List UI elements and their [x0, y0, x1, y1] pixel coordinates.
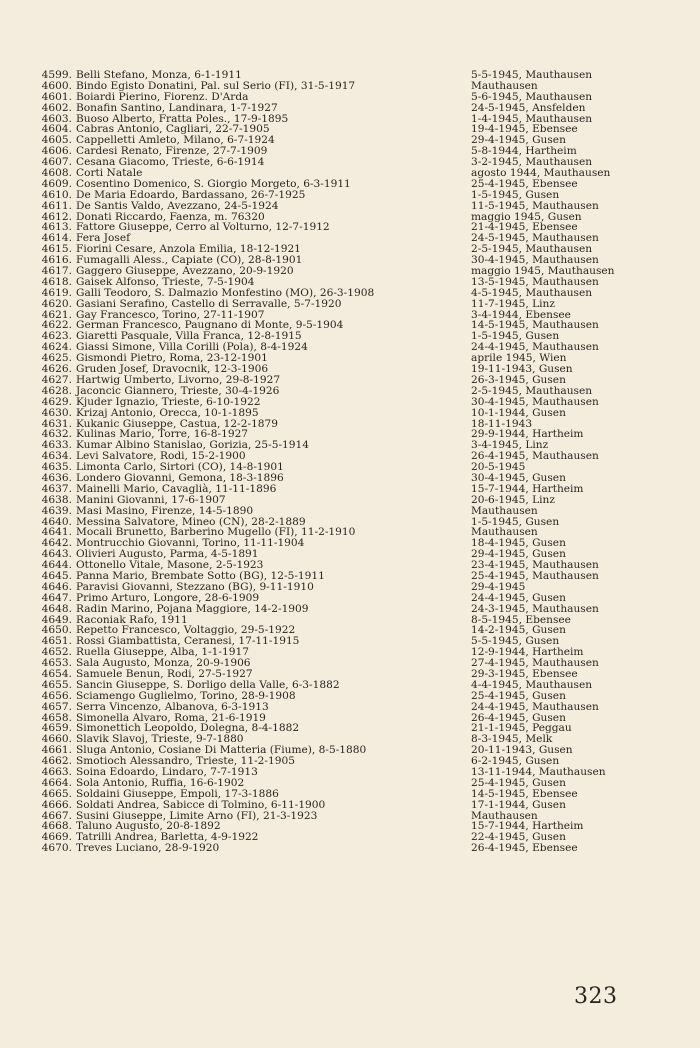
entry-number: 4609. — [41, 177, 72, 190]
entry-number: 4633. — [41, 439, 72, 452]
death-date-place: 1-5-1945, Gusen — [471, 188, 560, 201]
entry-details: Galli Teodoro, S. Dalmazio Monfestino (MO), 26-3-1908 — [76, 286, 375, 299]
entry-details: Cabras Antonio, Cagliari, 22-7-1905 — [76, 123, 270, 136]
death-date-place: 21-1-1945, Peggau — [471, 722, 572, 735]
entry-details: Soldaini Giuseppe, Empoli, 17-3-1886 — [76, 787, 279, 800]
death-date-place: 11-5-1945, Mauthausen — [471, 199, 599, 212]
entry-number: 4606. — [41, 145, 72, 158]
death-date-place: 30-4-1945, Mauthausen — [471, 254, 599, 267]
death-date-place: 22-4-1945, Gusen — [471, 831, 566, 844]
death-date-place: 8-5-1945, Ebensee — [471, 613, 571, 626]
death-date-place: 25-4-1945, Mauthausen — [471, 569, 599, 582]
entry-number: 4665. — [41, 787, 72, 800]
entry-details: Belli Stefano, Monza, 6-1-1911 — [76, 69, 242, 81]
entry-details: Gaisek Alfonso, Trieste, 7-5-1904 — [76, 275, 255, 288]
death-date-place: 3-4-1944, Ebensee — [471, 308, 571, 321]
death-date-place: Mauthausen — [471, 79, 538, 92]
entry-number: 4649. — [41, 613, 72, 626]
entry-details: Kumar Albino Stanislao, Gorizia, 25-5-1914 — [76, 439, 310, 452]
entry-number: 4639. — [41, 504, 72, 517]
death-date-place: 15-7-1944, Hartheim — [471, 820, 584, 833]
entry-number: 4661. — [41, 744, 72, 757]
entry-number: 4600. — [41, 79, 72, 92]
entry-number: 4662. — [41, 755, 72, 768]
entry-number: 4637. — [41, 482, 72, 495]
entry-number: 4607. — [41, 156, 72, 169]
entry-number: 4604. — [41, 123, 72, 136]
entry-details: Repetto Francesco, Voltaggio, 29-5-1922 — [76, 624, 296, 637]
entry-details: Sancin Giuseppe, S. Dorligo della Valle, 6-3-1882 — [76, 678, 340, 691]
entry-number: 4640. — [41, 515, 72, 528]
entry-number: 4612. — [41, 210, 72, 223]
entry-details: Giassi Simone, Villa Corilli (Pola), 8-4-1924 — [76, 341, 308, 354]
death-date-place: 2-5-1945, Mauthausen — [471, 384, 593, 397]
entry-details: Boiardi Pierino, Fiorenz. D'Arda — [76, 90, 249, 103]
entry-details: Fiorini Cesare, Anzola Emilia, 18-12-1921 — [76, 243, 301, 256]
entry-number: 4643. — [41, 548, 72, 561]
death-date-place: 3-2-1945, Mauthausen — [471, 156, 593, 169]
entry-number: 4602. — [41, 101, 72, 114]
entry-details: Fumagalli Aless., Capiate (CO), 28-8-1901 — [76, 254, 303, 267]
entry-details: Jaconcic Giannero, Trieste, 30-4-1926 — [76, 384, 280, 397]
death-date-place: 30-4-1945, Gusen — [471, 471, 566, 484]
death-date-place: 19-4-1945, Ebensee — [471, 123, 578, 136]
entry-details: Soldati Andrea, Sabicce di Tolmino, 6-11-1900 — [76, 798, 326, 811]
entry-details: Hartwig Umberto, Livorno, 29-8-1927 — [76, 373, 281, 386]
death-date-place: 25-4-1945, Gusen — [471, 689, 566, 702]
death-date-place: 5-6-1945, Mauthausen — [471, 90, 593, 103]
death-date-place: 29-4-1945 — [471, 580, 526, 593]
entry-details: Cardesi Renato, Firenze, 27-7-1909 — [76, 145, 268, 158]
entry-number: 4611. — [41, 199, 72, 212]
entry-number: 4627. — [41, 373, 72, 386]
entry-number: 4631. — [41, 417, 72, 430]
entry-number: 4667. — [41, 809, 72, 822]
entry-details: Paravisi Giovanni, Stezzano (BG), 9-11-1910 — [76, 580, 314, 593]
entry-details: Sciamengo Guglielmo, Torino, 28-9-1908 — [76, 689, 296, 702]
entry-details: Primo Arturo, Longore, 28-6-1909 — [76, 591, 260, 604]
death-date-place: 17-1-1944, Gusen — [471, 798, 566, 811]
list-entry — [0, 397, 700, 408]
entry-number: 4603. — [41, 112, 72, 125]
death-date-place: Mauthausen — [471, 504, 538, 517]
death-date-place: 13-11-1944, Mauthausen — [471, 766, 606, 778]
entry-number: 4629. — [41, 395, 72, 408]
death-date-place: 15-7-1944, Hartheim — [471, 482, 584, 495]
death-date-place: 14-5-1945, Ebensee — [471, 787, 578, 800]
death-date-place: 5-8-1944, Hartheim — [471, 145, 577, 158]
death-date-place: 14-5-1945, Mauthausen — [471, 319, 599, 332]
entry-number: 4630. — [41, 406, 72, 419]
entry-number: 4647. — [41, 591, 72, 604]
entry-details: Gay Francesco, Torino, 27-11-1907 — [76, 308, 265, 321]
entry-number: 4653. — [41, 657, 72, 670]
entry-number: 4646. — [41, 580, 72, 593]
entry-details: Corti Natale — [76, 167, 143, 180]
list-entry — [0, 604, 700, 615]
entry-details: Taluno Augusto, 20-8-1892 — [76, 820, 221, 833]
entry-details: Mainelli Mario, Cavaglià, 11-11-1896 — [76, 482, 277, 495]
list-entry — [0, 702, 700, 713]
entry-details: Smotioch Alessandro, Trieste, 11-2-1905 — [76, 755, 295, 768]
death-date-place: 24-5-1945, Mauthausen — [471, 232, 599, 245]
death-date-place: Mauthausen — [471, 526, 538, 539]
entry-number: 4634. — [41, 450, 72, 463]
entry-number: 4654. — [41, 667, 72, 680]
death-date-place: 19-11-1943, Gusen — [471, 363, 573, 376]
entry-details: Slavik Slavoj, Trieste, 9-7-1880 — [76, 733, 244, 746]
entry-details: Treves Luciano, 28-9-1920 — [76, 842, 220, 855]
entry-number: 4608. — [41, 167, 72, 180]
entry-details: Levi Salvatore, Rodi, 15-2-1900 — [76, 450, 246, 463]
death-date-place: 20-6-1945, Linz — [471, 493, 555, 506]
death-date-place: 10-1-1944, Gusen — [471, 406, 566, 419]
death-date-place: 30-4-1945, Mauthausen — [471, 395, 599, 408]
death-date-place: 21-4-1945, Ebensee — [471, 221, 578, 234]
entry-details: Raconiak Rafo, 1911 — [76, 613, 188, 626]
entry-details: Radin Marino, Pojana Maggiore, 14-2-1909 — [76, 602, 309, 615]
death-date-place: 12-9-1944, Hartheim — [471, 646, 584, 659]
death-date-place: agosto 1944, Mauthausen — [471, 167, 611, 180]
entry-number: 4663. — [41, 766, 72, 778]
death-date-place: 23-4-1945, Mauthausen — [471, 559, 599, 572]
death-date-place: 27-4-1945, Mauthausen — [471, 657, 599, 670]
entry-number: 4651. — [41, 635, 72, 648]
entry-number: 4613. — [41, 221, 72, 234]
entry-details: Donati Riccardo, Faenza, m. 76320 — [76, 210, 265, 223]
entry-details: Fera Josef — [76, 232, 131, 245]
entry-details: Bonafin Santino, Landinara, 1-7-1927 — [76, 101, 278, 114]
death-date-place: 13-5-1945, Mauthausen — [471, 275, 599, 288]
death-date-place: 26-3-1945, Gusen — [471, 373, 566, 386]
entry-number: 4642. — [41, 537, 72, 550]
entry-details: Soina Edoardo, Lindaro, 7-7-1913 — [76, 766, 258, 778]
entry-number: 4615. — [41, 243, 72, 256]
entry-number: 4655. — [41, 678, 72, 691]
death-date-place: 4-4-1945, Mauthausen — [471, 678, 593, 691]
entry-number: 4638. — [41, 493, 72, 506]
entry-number: 4636. — [41, 471, 72, 484]
entry-number: 4666. — [41, 798, 72, 811]
entry-details: De Maria Edoardo, Bardassano, 26-7-1925 — [76, 188, 306, 201]
entry-details: Giaretti Pasquale, Villa Franca, 12-8-1915 — [76, 330, 302, 343]
death-date-place: 29-4-1945, Gusen — [471, 134, 566, 147]
entry-number: 4628. — [41, 384, 72, 397]
entry-number: 4660. — [41, 733, 72, 746]
entry-details: Gismondi Pietro, Roma, 23-12-1901 — [76, 352, 268, 365]
death-date-place: 29-3-1945, Ebensee — [471, 667, 578, 680]
entry-details: Ottonello Vitale, Masone, 2-5-1923 — [76, 559, 264, 572]
entry-details: Fattore Giuseppe, Cerro al Volturno, 12-7-1912 — [76, 221, 330, 234]
entry-details: Serra Vincenzo, Albanova, 6-3-1913 — [76, 700, 269, 713]
entry-details: Gruden Josef, Dravocnik, 12-3-1906 — [76, 363, 269, 376]
list-entry — [0, 800, 700, 811]
entry-number: 4648. — [41, 602, 72, 615]
death-date-place: 25-4-1945, Ebensee — [471, 177, 578, 190]
entry-details: Olivieri Augusto, Parma, 4-5-1891 — [76, 548, 259, 561]
entry-details: Limonta Carlo, Sirtori (CO), 14-8-1901 — [76, 461, 284, 474]
entry-details: Kukanic Giuseppe, Castua, 12-2-1879 — [76, 417, 279, 430]
death-date-place: 2-5-1945, Mauthausen — [471, 243, 593, 256]
death-date-place: 1-4-1945, Mauthausen — [471, 112, 593, 125]
death-date-place: 29-9-1944, Hartheim — [471, 428, 584, 441]
entry-details: Buoso Alberto, Fratta Poles., 17-9-1895 — [76, 112, 289, 125]
entry-details: Krizaj Antonio, Orecca, 10-1-1895 — [76, 406, 259, 419]
entry-number: 4645. — [41, 569, 72, 582]
list-entry — [0, 506, 700, 517]
entry-number: 4658. — [41, 711, 72, 724]
death-date-place: 11-7-1945, Linz — [471, 297, 555, 310]
entry-number: 4656. — [41, 689, 72, 702]
death-date-place: 18-4-1945, Gusen — [471, 537, 566, 550]
entry-number: 4610. — [41, 188, 72, 201]
deportee-list — [0, 70, 700, 854]
entry-number: 4670. — [41, 842, 72, 855]
entry-details: Montrucchio Giovanni, Torino, 11-11-1904 — [76, 537, 305, 550]
entry-number: 4605. — [41, 134, 72, 147]
entry-details: Bindo Egisto Donatini, Pal. sul Serio (FI), 31-5-1917 — [76, 79, 356, 92]
entry-details: Manini Giovanni, 17-6-1907 — [76, 493, 226, 506]
death-date-place: 26-4-1945, Ebensee — [471, 842, 578, 855]
entry-number: 4641. — [41, 526, 72, 539]
death-date-place: Mauthausen — [471, 809, 538, 822]
entry-number: 4669. — [41, 831, 72, 844]
entry-details: Simonettich Leopoldo, Dolegna, 8-4-1882 — [76, 722, 300, 735]
death-date-place: 18-11-1943 — [471, 417, 533, 430]
entry-number: 4644. — [41, 559, 72, 572]
entry-details: De Santis Valdo, Avezzano, 24-5-1924 — [76, 199, 279, 212]
entry-details: Samuele Benun, Rodi, 27-5-1927 — [76, 667, 253, 680]
entry-number: 4626. — [41, 363, 72, 376]
entry-details: Kjuder Ignazio, Trieste, 6-10-1922 — [76, 395, 261, 408]
entry-number: 4601. — [41, 90, 72, 103]
entry-number: 4623. — [41, 330, 72, 343]
death-date-place: aprile 1945, Wien — [471, 352, 567, 365]
list-entry — [0, 593, 700, 604]
entry-number: 4618. — [41, 275, 72, 288]
entry-number: 4621. — [41, 308, 72, 321]
entry-details: Mocali Brunetto, Barberino Mugello (FI), 11-2-1910 — [76, 526, 356, 539]
death-date-place: maggio 1945, Mauthausen — [471, 265, 615, 278]
entry-details: Cesana Giacomo, Trieste, 6-6-1914 — [76, 156, 265, 169]
entry-number: 4650. — [41, 624, 72, 637]
death-date-place: 24-4-1945, Gusen — [471, 591, 566, 604]
entry-details: Susini Giuseppe, Limite Arno (FI), 21-3-1923 — [76, 809, 318, 822]
entry-details: Tatrilli Andrea, Barletta, 4-9-1922 — [76, 831, 259, 844]
entry-details: Kulinas Mario, Torre, 16-8-1927 — [76, 428, 249, 441]
death-date-place: 1-5-1945, Gusen — [471, 330, 560, 343]
list-entry — [0, 103, 700, 114]
entry-details: Gaggero Giuseppe, Avezzano, 20-9-1920 — [76, 265, 294, 278]
entry-number: 4652. — [41, 646, 72, 659]
entry-details: Simonella Alvaro, Roma, 21-6-1919 — [76, 711, 266, 724]
entry-number: 4659. — [41, 722, 72, 735]
death-date-place: 24-4-1945, Mauthausen — [471, 700, 599, 713]
death-date-place: 20-11-1943, Gusen — [471, 744, 573, 757]
entry-details: Gasiani Serafino, Castello di Serravalle, 5-7-1920 — [76, 297, 342, 310]
death-date-place: 6-2-1945, Gusen — [471, 755, 560, 768]
list-entry — [0, 408, 700, 419]
page-number: 323 — [574, 984, 618, 1009]
entry-number: 4617. — [41, 265, 72, 278]
death-date-place: 25-4-1945, Gusen — [471, 776, 566, 789]
entry-number: 4632. — [41, 428, 72, 441]
death-date-place: 24-5-1945, Ansfelden — [471, 101, 586, 114]
entry-number: 4668. — [41, 820, 72, 833]
entry-details: German Francesco, Paugnano di Monte, 9-5-1904 — [76, 319, 344, 332]
death-date-place: 26-4-1945, Gusen — [471, 711, 566, 724]
entry-number: 4664. — [41, 776, 72, 789]
entry-number: 4622. — [41, 319, 72, 332]
death-date-place: 20-5-1945 — [471, 461, 526, 474]
death-date-place: 24-3-1945, Mauthausen — [471, 602, 599, 615]
entry-number: 4620. — [41, 297, 72, 310]
entry-details: Sala Augusto, Monza, 20-9-1906 — [76, 657, 251, 670]
entry-details: Cappelletti Amleto, Milano, 6-7-1924 — [76, 134, 275, 147]
entry-number: 4619. — [41, 286, 72, 299]
death-date-place: 29-4-1945, Gusen — [471, 548, 566, 561]
death-date-place: 4-5-1945, Mauthausen — [471, 286, 593, 299]
death-date-place: 1-5-1945, Gusen — [471, 515, 560, 528]
list-entry — [0, 843, 700, 854]
entry-details: Sluga Antonio, Cosiane Di Matteria (Fiume), 8-5-1880 — [76, 744, 367, 757]
death-date-place: 24-4-1945, Mauthausen — [471, 341, 599, 354]
death-date-place: maggio 1945, Gusen — [471, 210, 582, 223]
list-entry — [0, 201, 700, 212]
entry-details: Cosentino Domenico, S. Giorgio Morgeto, 6-3-1911 — [76, 177, 351, 190]
death-date-place: 5-5-1945, Gusen — [471, 635, 560, 648]
list-entry — [0, 495, 700, 506]
entry-details: Rossi Giambattista, Ceranesi, 17-11-1915 — [76, 635, 300, 648]
entry-number: 4657. — [41, 700, 72, 713]
entry-number: 4635. — [41, 461, 72, 474]
death-date-place: 3-4-1945, Linz — [471, 439, 549, 452]
list-entry — [0, 299, 700, 310]
death-date-place: 14-2-1945, Gusen — [471, 624, 566, 637]
entry-details: Sola Antonio, Ruffia, 16-6-1902 — [76, 776, 245, 789]
entry-number: 4614. — [41, 232, 72, 245]
death-date-place: 5-5-1945, Mauthausen — [471, 69, 593, 81]
death-date-place: 26-4-1945, Mauthausen — [471, 450, 599, 463]
entry-details: Messina Salvatore, Mineo (CN), 28-2-1889 — [76, 515, 306, 528]
entry-number: 4625. — [41, 352, 72, 365]
entry-details: Ruella Giuseppe, Alba, 1-1-1917 — [76, 646, 249, 659]
entry-number: 4624. — [41, 341, 72, 354]
entry-details: Panna Mario, Brembate Sotto (BG), 12-5-1911 — [76, 569, 325, 582]
entry-details: Masi Masino, Firenze, 14-5-1890 — [76, 504, 254, 517]
entry-number: 4616. — [41, 254, 72, 267]
entry-number: 4599. — [41, 69, 72, 81]
entry-details: Londero Giovanni, Gemona, 18-3-1896 — [76, 471, 284, 484]
death-date-place: 8-3-1945, Melk — [471, 733, 553, 746]
